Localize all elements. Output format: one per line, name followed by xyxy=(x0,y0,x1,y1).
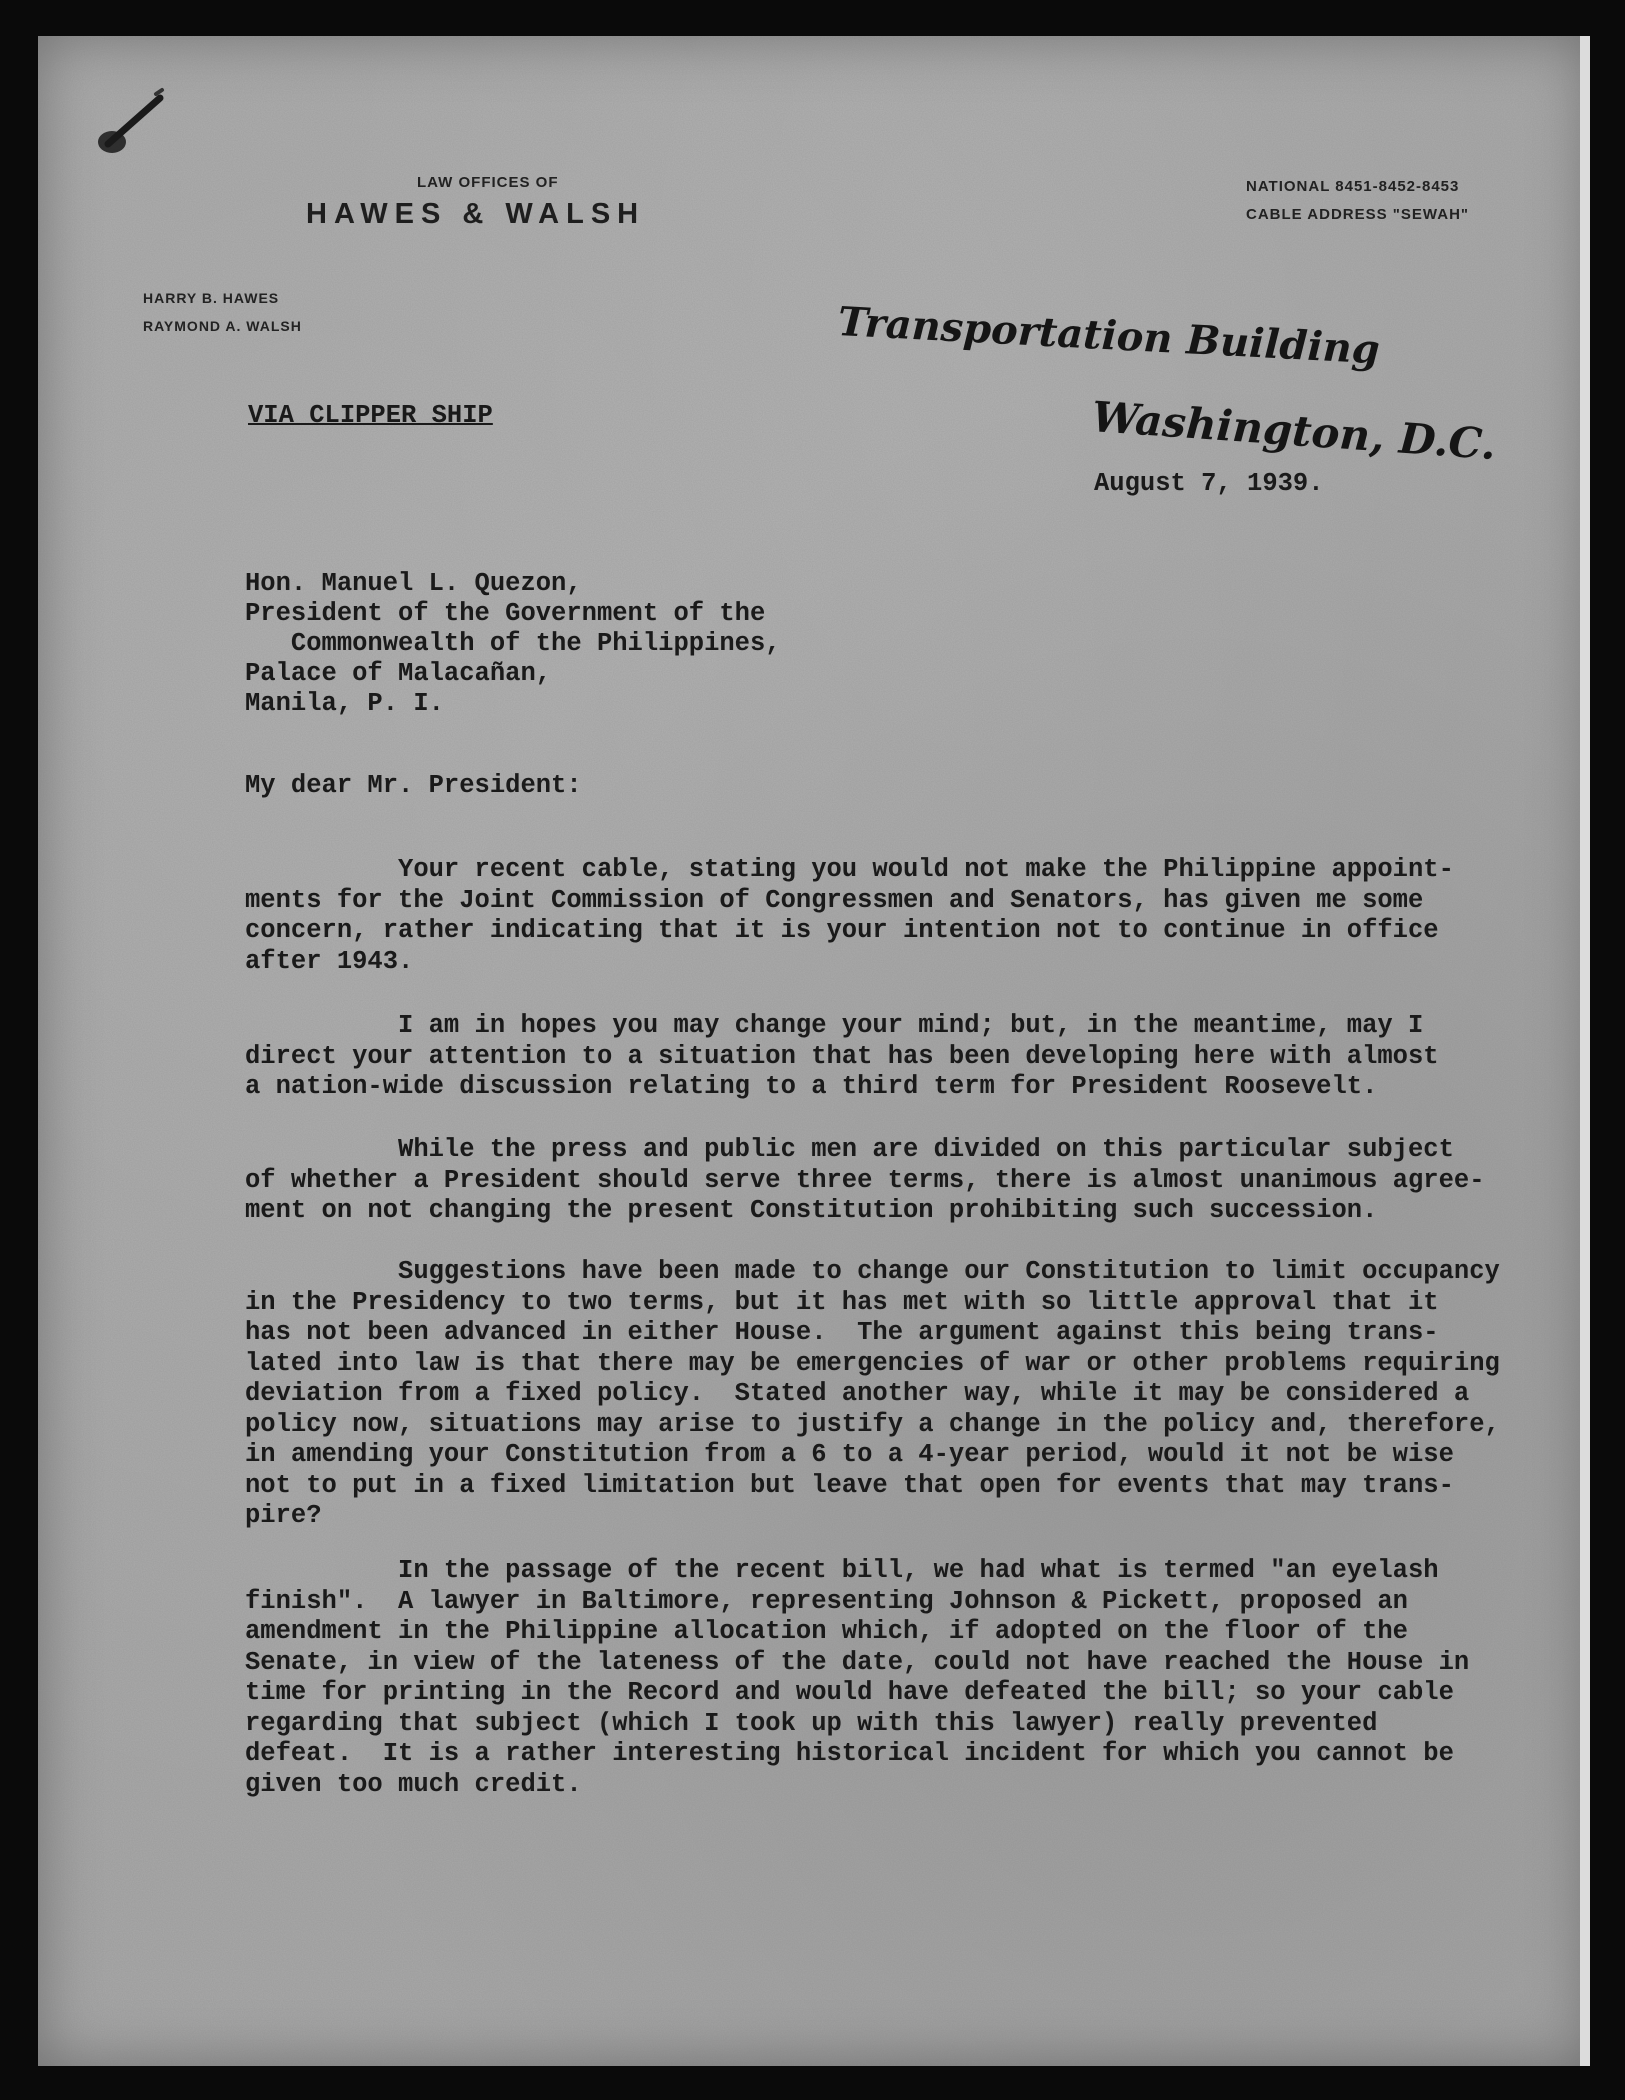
address-line: Hon. Manuel L. Quezon, xyxy=(245,569,582,598)
phone-numbers: NATIONAL 8451-8452-8453 xyxy=(1246,178,1460,195)
letter-date: August 7, 1939. xyxy=(1094,469,1324,498)
delivery-note: VIA CLIPPER SHIP xyxy=(248,401,493,430)
body-paragraph: While the press and public men are divided on this particular subject of whether a President should serve three terms, there is almost unanimous agree- ment on not changing the present Constitution prohibiting such succession. xyxy=(245,1135,1485,1225)
body-paragraph: Suggestions have been made to change our Constitution to limit occupancy in the Presidency to two terms, but it has met with so little approval that it has not been advanced in either House. The argument against this being trans- lated into law is that there may be emergencies of war or other problems requiring deviation from a fixed policy. Stated another way, while it may be considered a policy now, situations may arise to justify a change in the policy and, therefore, in amending your Constitution from a 6 to a 4-year period, would it not be wise not to put in a fixed limitation but leave that open for events that may trans- pire? xyxy=(245,1257,1500,1530)
address-line: Palace of Malacañan, xyxy=(245,659,552,688)
building-name: Transportation Building xyxy=(836,298,1381,374)
cable-address: CABLE ADDRESS "SEWAH" xyxy=(1246,206,1470,223)
address-line: Commonwealth of the Philippines, xyxy=(245,629,781,658)
salutation: My dear Mr. President: xyxy=(245,771,582,800)
firm-name: HAWES & WALSH xyxy=(306,198,646,230)
firm-prefix: LAW OFFICES OF xyxy=(417,174,559,191)
body-paragraph: I am in hopes you may change your mind; but, in the meantime, may I direct your attention to a situation that has been developing here with almost a nation-wide discussion relating to a third term for President Roosevelt. xyxy=(245,1011,1439,1101)
city-name: Washington, D.C. xyxy=(1090,392,1498,470)
body-paragraph: In the passage of the recent bill, we had what is termed "an eyelash finish". A lawyer in Baltimore, representing Johnson & Pickett, proposed an amendment in the Philippine allocation which, if adopted on the floor of the Senate, in view of the lateness of the date, could not have reached the House in time for printing in the Record and would have defeated the bill; so your cable regarding that subject (which I took up with this lawyer) really prevented defeat. It is a rather interesting historical incident for which you cannot be given too much credit. xyxy=(245,1556,1470,1799)
address-line: Manila, P. I. xyxy=(245,689,444,718)
body-paragraph: Your recent cable, stating you would not make the Philippine appoint- ments for the Joint Commission of Congressmen and Senators, has given me some concern, rather indicating that it is your intention not to continue in office after 1943. xyxy=(245,855,1454,976)
partner-name-walsh: RAYMOND A. WALSH xyxy=(143,318,302,334)
address-line: President of the Government of the xyxy=(245,599,766,628)
partner-name-hawes: HARRY B. HAWES xyxy=(143,290,280,306)
